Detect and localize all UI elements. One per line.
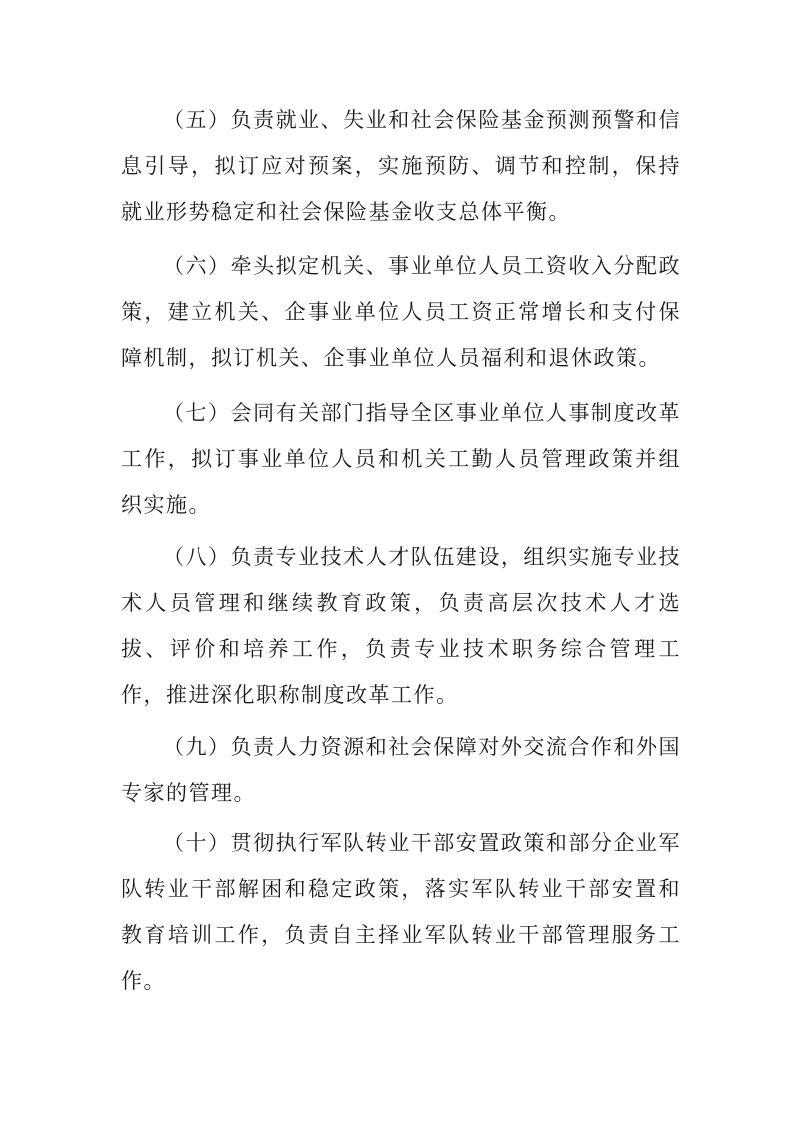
paragraph-9: （九）负责人力资源和社会保障对外交流合作和外国专家的管理。 bbox=[121, 735, 681, 805]
paragraph-6: （六）牵头拟定机关、事业单位人员工资收入分配政策，建立机关、企事业单位人员工资正常增长和支付保障机制，拟订机关、企事业单位人员福利和退休政策。 bbox=[121, 254, 681, 370]
paragraph-8: （八）负责专业技术人才队伍建设，组织实施专业技术人员管理和继续教育政策，负责高层次技术人才选拔、评价和培养工作，负责专业技术职务综合管理工作，推进深化职称制度改革工作。 bbox=[121, 545, 681, 707]
paragraph-7: （七）会同有关部门指导全区事业单位人事制度改革工作，拟订事业单位人员和机关工勤人员管理政策并组织实施。 bbox=[121, 401, 681, 517]
paragraph-5: （五）负责就业、失业和社会保险基金预测预警和信息引导，拟订应对预案，实施预防、调节和控制，保持就业形势稳定和社会保险基金收支总体平衡。 bbox=[121, 108, 681, 224]
paragraph-10: （十）贯彻执行军队转业干部安置政策和部分企业军队转业干部解困和稳定政策，落实军队转业干部安置和教育培训工作，负责自主择业军队转业干部管理服务工作。 bbox=[121, 831, 681, 993]
